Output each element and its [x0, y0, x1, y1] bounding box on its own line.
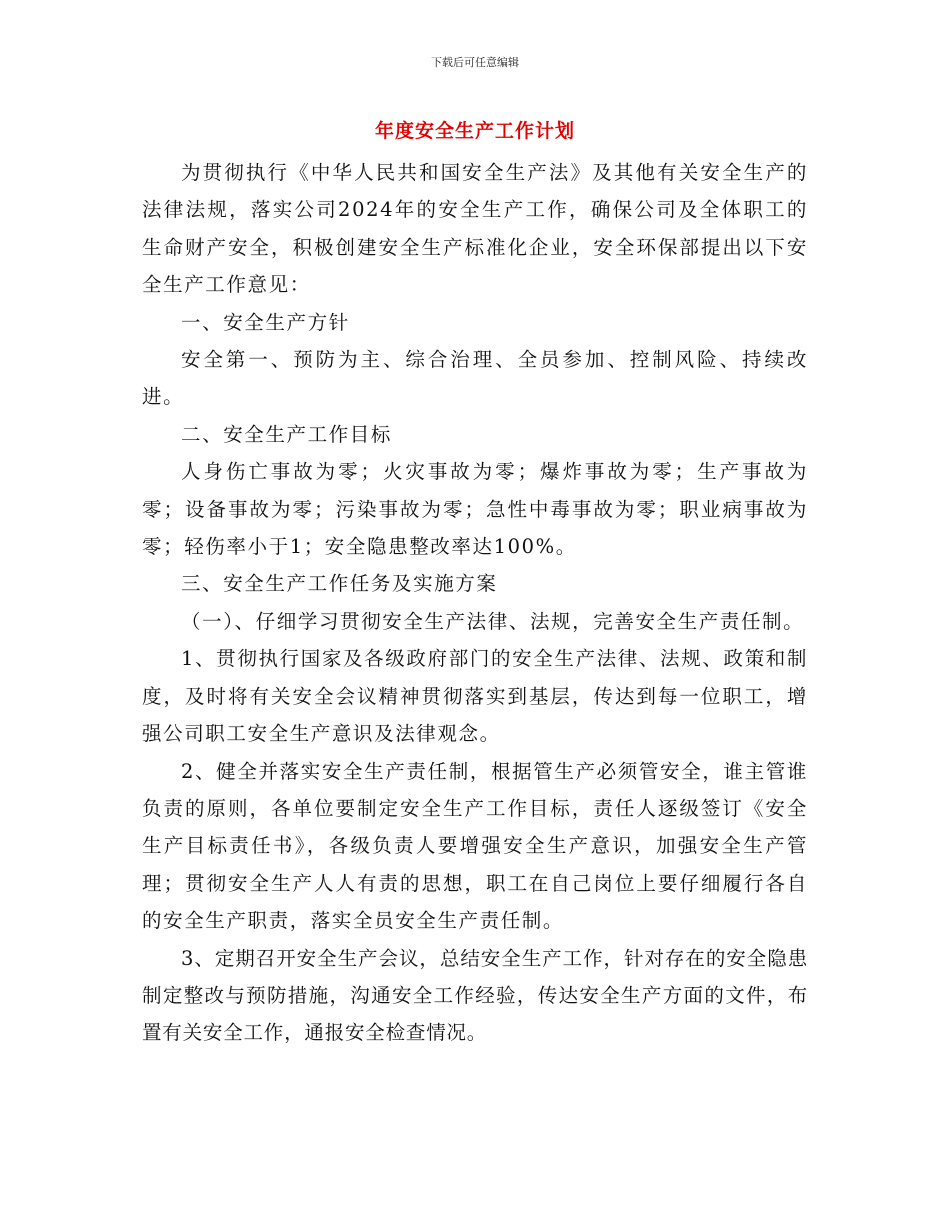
paragraph-item-1: 1、贯彻执行国家及各级政府部门的安全生产法律、法规、政策和制度，及时将有关安全会议精神贯彻落实到基层，传达到每一位职工，增强公司职工安全生产意识及法律观念。: [142, 647, 808, 746]
section-heading-policy: 一、安全生产方针: [181, 310, 350, 334]
paragraph-item-2: 2、健全并落实安全生产责任制，根据管生产必须管安全，谁主管谁负责的原则，各单位要制定安全生产工作目标，责任人逐级签订《安全生产目标责任书》，各级负责人要增强安全生产意识，加强安全生产管理；贯彻安全生产人人有责的思想，职工在自己岗位上要仔细履行各自的安全生产职责，落实全员安全生产责任制。: [142, 759, 808, 933]
section-heading-goals: 二、安全生产工作目标: [181, 422, 393, 446]
header-note: 下载后可任意编辑: [431, 56, 519, 69]
section-heading-tasks: 三、安全生产工作任务及实施方案: [181, 572, 498, 596]
paragraph-goals: 人身伤亡事故为零；火灾事故为零；爆炸事故为零；生产事故为零；设备事故为零；污染事故为零；急性中毒事故为零；职业病事故为零；轻伤率小于1；安全隐患整改率达100%。: [142, 460, 808, 559]
document-body: [142, 154, 808, 1052]
paragraph-intro: 为贯彻执行《中华人民共和国安全生产法》及其他有关安全生产的法律法规，落实公司2024年的安全生产工作，确保公司及全体职工的生命财产安全，积极创建安全生产标准化企业，安全环保部提出以下安全生产工作意见：: [142, 161, 808, 297]
page-title: 年度安全生产工作计划: [374, 120, 575, 142]
paragraph-policy: 安全第一、预防为主、综合治理、全员参加、控制风险、持续改进。: [142, 348, 808, 409]
subsection-heading-1: （一）、仔细学习贯彻安全生产法律、法规，完善安全生产责任制。: [181, 609, 805, 633]
paragraph-item-3: 3、定期召开安全生产会议，总结安全生产工作，针对存在的安全隐患制定整改与预防措施，沟通安全工作经验，传达安全生产方面的文件，布置有关安全工作，通报安全检查情况。: [142, 946, 808, 1045]
